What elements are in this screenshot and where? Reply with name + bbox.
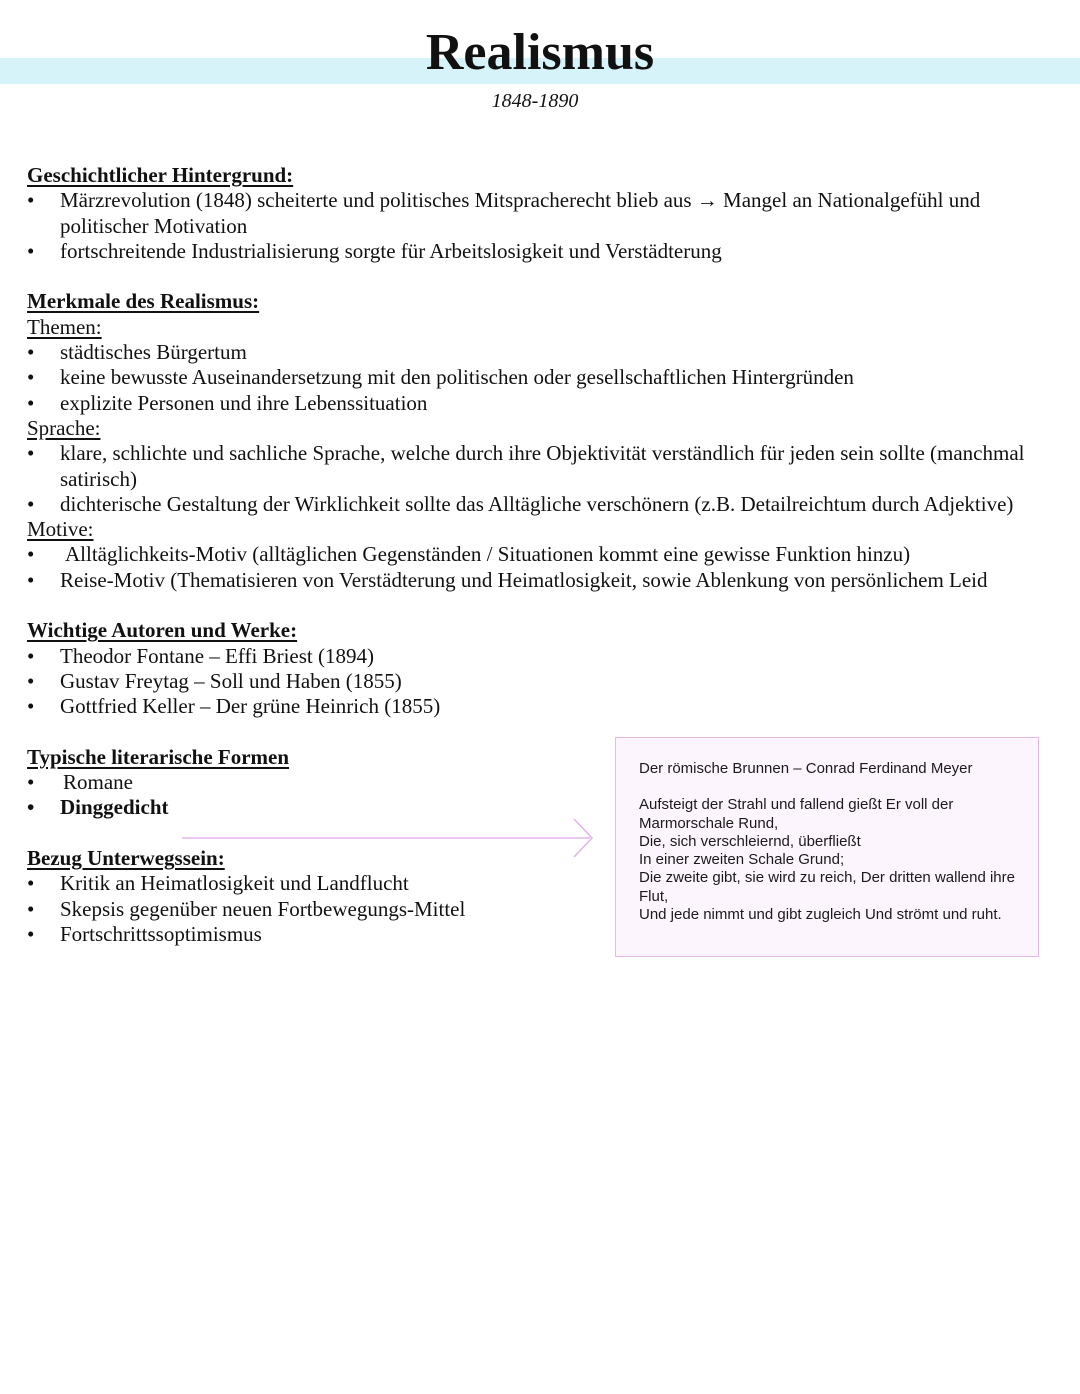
list-item: • Alltäglichkeits-Motiv (alltäglichen Gegenständen / Situationen kommt eine gewisse Funktion hinzu) xyxy=(27,542,911,567)
bullet-icon: • xyxy=(27,390,35,415)
list-item: • städtisches Bürgertum xyxy=(27,340,247,365)
bullet-icon: • xyxy=(27,871,35,896)
bullet-icon: • xyxy=(27,921,35,946)
bullet-icon: • xyxy=(27,643,35,668)
list-item: • fortschreitende Industrialisierung sorgte für Arbeitslosigkeit und Verstädterung xyxy=(27,238,722,263)
bullet-icon: • xyxy=(27,668,35,693)
heading-autoren: Wichtige Autoren und Werke: xyxy=(27,618,298,643)
list-item: • klare, schlichte und sachliche Sprache, welche durch ihre Objektivität verständlich für jeden sein sollte (manchmal satirisch) xyxy=(27,441,1025,491)
bullet-icon: • xyxy=(27,542,35,567)
list-item: • Fortschrittssoptimismus xyxy=(27,921,262,946)
poem-line: Und jede nimmt und gibt zugleich Und strömt und ruht. xyxy=(639,906,1002,924)
poem-line: Die zweite gibt, sie wird zu reich, Der dritten wallend ihre Flut, xyxy=(639,869,1015,905)
list-item: • Märzrevolution (1848) scheiterte und politisches Mitspracherecht blieb aus → Mangel an Nationalgefühl und politischer Motivation xyxy=(27,188,981,238)
list-item: • Gottfried Keller – Der grüne Heinrich (1855) xyxy=(27,694,441,719)
bullet-icon: • xyxy=(27,441,35,466)
heading-hintergrund: Geschichtlicher Hintergrund: xyxy=(27,163,294,187)
list-item-dinggedicht: • Dinggedicht xyxy=(27,795,169,820)
bullet-icon: • xyxy=(27,340,35,365)
period-subtitle: 1848-1890 xyxy=(491,90,579,112)
subheading-motive: Motive: xyxy=(27,517,94,542)
list-item: • Romane xyxy=(27,770,133,795)
page-title: Realismus xyxy=(425,24,655,81)
poem-line: In einer zweiten Schale Grund; xyxy=(639,851,845,869)
poem-title: Der römische Brunnen – Conrad Ferdinand Meyer xyxy=(639,760,973,777)
bullet-icon: • xyxy=(27,770,35,795)
heading-bezug: Bezug Unterwegssein: xyxy=(27,846,225,871)
bullet-icon: • xyxy=(27,795,35,820)
list-item: • keine bewusste Auseinandersetzung mit den politischen oder gesellschaftlichen Hintergründen xyxy=(27,365,854,390)
bullet-icon: • xyxy=(27,491,35,516)
list-item: • Reise-Motiv (Thematisieren von Verstädterung und Heimatlosigkeit, sowie Ablenkung von persönlichem Leid xyxy=(27,567,988,592)
bullet-icon: • xyxy=(27,567,35,592)
bullet-icon: • xyxy=(27,188,35,213)
bullet-icon: • xyxy=(27,694,35,719)
bullet-icon: • xyxy=(27,238,35,263)
list-item: • explizite Personen und ihre Lebenssituation xyxy=(27,390,428,415)
list-item: • Theodor Fontane – Effi Briest (1894) xyxy=(27,643,374,668)
list-item: • Gustav Freytag – Soll und Haben (1855) xyxy=(27,668,402,693)
arrow-right-icon xyxy=(180,815,600,861)
poem-box xyxy=(615,737,1039,957)
list-item: • dichterische Gestaltung der Wirklichkeit sollte das Alltägliche verschönern (z.B. Detailreichtum durch Adjektive) xyxy=(27,491,1014,516)
bullet-icon: • xyxy=(27,896,35,921)
subheading-sprache: Sprache: xyxy=(27,415,101,440)
bullet-icon: • xyxy=(27,365,35,390)
heading-formen: Typische literarische Formen xyxy=(27,744,290,769)
heading-merkmale: Merkmale des Realismus: xyxy=(27,289,260,314)
subheading-themen: Themen: xyxy=(27,314,102,339)
list-item: • Kritik an Heimatlosigkeit und Landflucht xyxy=(27,871,409,896)
poem-line: Die, sich verschleiernd, überfließt xyxy=(639,832,861,850)
poem-line: Aufsteigt der Strahl und fallend gießt Er voll der Marmorschale Rund, xyxy=(639,796,954,832)
list-item: • Skepsis gegenüber neuen Fortbewegungs-Mittel xyxy=(27,896,466,921)
